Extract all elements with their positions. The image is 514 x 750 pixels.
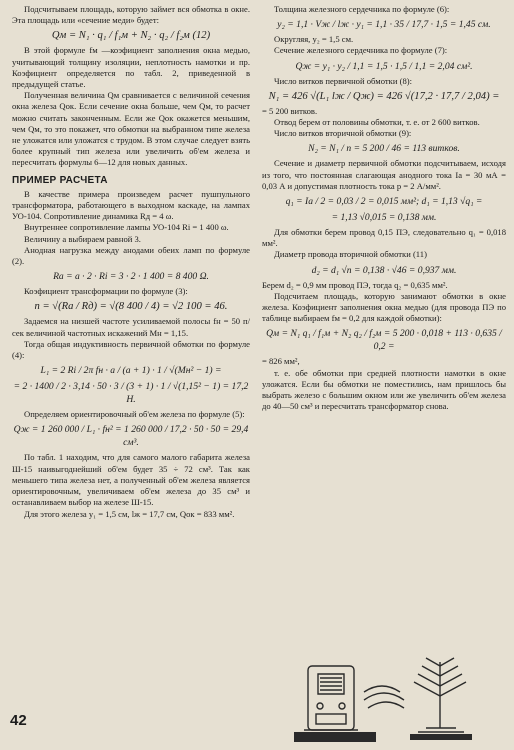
paragraph: Подсчитаем площадь, которую занимают обмотки в окне железа. Коэфициент заполнения окна медью (для провода ПЭ по таблице выбираем fм = 0,2 для каждой обмотки): <box>262 290 506 324</box>
paragraph: В этой формуле fм —коэфициент заполнения окна медью, учитывающий толщину изоляции, неплотность намотки и пр. Коэфициент определяется по табл. 2, приведенной в предыдущей статье. <box>12 45 250 90</box>
formula-core-thickness: y₂ = 1,1 · Vж / lж · y₁ = 1,1 · 35 / 17,7 · 1,5 = 1,45 см. <box>277 19 491 31</box>
paragraph: Для обмотки берем провод 0,15 ПЭ, следовательно q₁ = 0,018 мм². <box>262 227 506 249</box>
formula-anode-load: Ra = a · 2 · Ri = 3 · 2 · 1 400 = 8 400 Ω. <box>53 271 209 283</box>
paragraph: = 5 200 витков. <box>262 105 318 116</box>
paragraph: По табл. 1 находим, что для самого малого габарита железа Ш-15 наивыгоднейший об'ем будет 35 ÷ 72 см³. Так как меньшего типа железа нет, а полученный об'ем железа является ориентировочным, увеличиваем об'ем железа до 35 см³ и останавливаем выбор на железе Ш-15. <box>12 452 250 508</box>
paragraph: Анодная нагрузка между анодами обеих ламп по формуле (2). <box>12 244 250 267</box>
paragraph: Число витков первичной обмотки (8): <box>274 75 413 86</box>
formula-inductance: L₁ = 2 Ri / 2π fн · a / (a + 1) · 1 / √(Mн² − 1) = <box>40 365 222 377</box>
paragraph: Сечение и диаметр первичной обмотки подсчитываем, исходя из того, что постоянная слагающая анодного тока Iа = 30 мА = 0,03 А и допустимая плотность тока p = 2 А/мм². <box>262 158 506 191</box>
formula-primary-diameter: = 1,13 √0,015 = 0,138 мм. <box>331 212 437 224</box>
formula-secondary-turns: N₂ = N₁ / n = 5 200 / 46 = 113 витков. <box>308 143 460 155</box>
formula-copper-area: Qм = N₁ q₁ / f₁м + N₂ q₂ / f₂м = 5 200 · 0,018 + 113 · 0,635 / 0,2 = <box>266 328 502 353</box>
formula-transformation-ratio: n = √(Ra / Rд) = √(8 400 / 4) = √2 100 = 46. <box>34 301 228 313</box>
formula-12: Qм = N₁ · q₁ / f₁м + N₂ · q₂ / f₂м (12) <box>51 30 211 42</box>
formula-primary-turns: N₁ = 426 √(L₁ lж / Qж) = 426 √(17,2 · 17,7 / 2,04) = <box>268 90 500 102</box>
paragraph: Полученная величина Qм сравнивается с величиной сечения окна железа Qок. Если сечение окна больше, чем Qм, то расчет можно считать законченным. Если же Qок окажется меньшим, чем Qм, то это покажет, что обмотки на выбранном типе железа не уложатся или уложатся с трудом. В этом случае следует взять более крупный тип железа или увеличить об'ем железа и пересчитать формулы 6—12 для новых данных. <box>12 90 250 168</box>
paragraph: Диаметр провода вторичной обмотки (11) <box>274 249 427 260</box>
formula-iron-volume: Qж = 1 260 000 / L₁ · fн² = 1 260 000 / 17,2 · 50 · 50 = 29,4 см³. <box>13 424 249 449</box>
paragraph: Величину a выбираем равной 3. <box>24 233 141 244</box>
paragraph: Задаемся на низшей частоте усиливаемой полосы fн = 50 п/сек величиной частотных искажений Mн = 1,15. <box>12 316 250 338</box>
paragraph: = 826 мм², <box>262 356 300 367</box>
radio-receiver-and-antenna-icon <box>290 652 480 744</box>
paragraph: Толщина железного сердечника по формуле (6): <box>274 4 450 14</box>
paragraph: Число витков вторичной обмотки (9): <box>274 128 412 139</box>
page-number: 42 <box>10 712 27 729</box>
section-heading: ПРИМЕР РАСЧЕТА <box>12 174 108 186</box>
paragraph: Для этого железа y₁ = 1,5 см, lж = 17,7 см, Qок = 833 мм². <box>24 508 235 519</box>
left-column <box>12 4 250 520</box>
paragraph: Коэфициент трансформации по формуле (3): <box>24 286 188 297</box>
paragraph: Внутреннее сопротивление лампы УО-104 Ri = 1 400 ω. <box>24 222 229 233</box>
paragraph: Берем d₂ = 0,9 мм провод ПЭ, тогда q₂ = 0,635 мм². <box>262 279 448 290</box>
paragraph: Определяем ориентировочный об'ем железа по формуле (5): <box>24 409 245 420</box>
paragraph: Отвод берем от половины обмотки, т. е. от 2 600 витков. <box>274 117 480 128</box>
paragraph: Округляя, y₂ = 1,5 см. <box>274 34 354 45</box>
formula-inductance-value: = 2 · 1400 / 2 · 3,14 · 50 · 3 / (3 + 1) · 1 / √(1,15² − 1) = 17,2 Н. <box>13 381 249 406</box>
paragraph: Тогда общая индуктивность первичной обмотки по формуле (4): <box>12 338 250 361</box>
formula-core-section: Qж = y₁ · y₂ / 1,1 = 1,5 · 1,5 / 1,1 = 2,04 см². <box>295 60 473 72</box>
paragraph: Сечение железного сердечника по формуле (7): <box>274 45 448 56</box>
formula-primary-wire: q₁ = Iа / 2 = 0,03 / 2 = 0,015 мм²; d₁ = 1,13 √q₁ = <box>285 196 483 208</box>
paragraph: Подсчитываем площадь, которую займет вся обмотка в окне. Эта площадь или «сечение меди» будет: <box>12 4 250 26</box>
paragraph: т. е. обе обмотки при средней плотности намотки в окне уложатся. Если бы обмотки не поместились, нам пришлось бы выбрать железо с большим окном или же увеличить об'ем железа до 40—50 см³ и пересчитать трансформатор снова. <box>262 367 506 412</box>
paragraph: В качестве примера произведем расчет пушпульного трансформатора, работающего в выходном каскаде, на лампах УО-104. Сопротивление динамика Rд = 4 ω. <box>12 188 250 222</box>
formula-secondary-diameter: d₂ = d₁ √n = 0,138 · √46 = 0,937 мм. <box>311 264 457 276</box>
right-column <box>262 4 506 412</box>
